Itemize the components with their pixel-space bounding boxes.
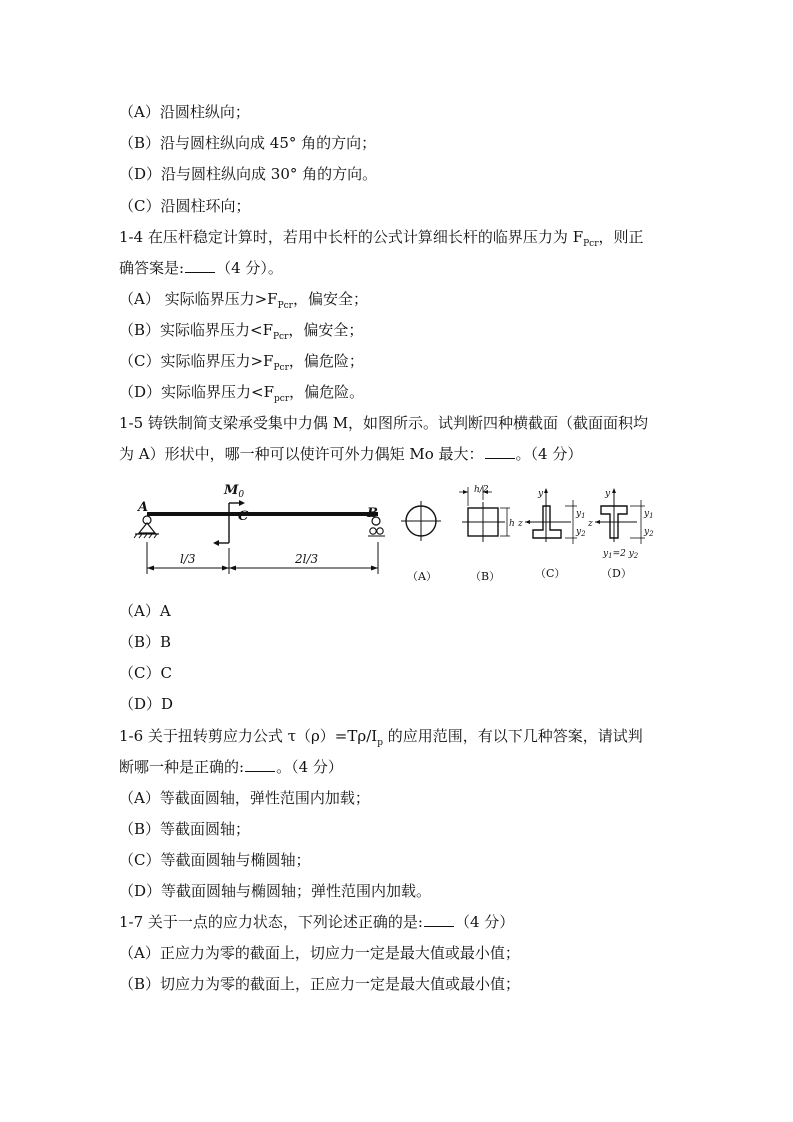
dim-two-l-third: 2l/3 bbox=[295, 552, 319, 566]
q14-stem-line2: 确答案是: （4 分）。 bbox=[119, 259, 283, 277]
c-label-y1: $y_1$ bbox=[576, 509, 586, 520]
caption-a: （A） bbox=[407, 570, 437, 583]
q13-option-a: （A）沿圆柱纵向； bbox=[119, 103, 250, 121]
d-label-y: y bbox=[605, 489, 611, 499]
q15-option-a: （A）A bbox=[119, 602, 171, 620]
section-c-inverted-t bbox=[525, 488, 577, 544]
q15-option-c: （C）C bbox=[119, 664, 172, 682]
q15-stem-line2: 为 A）形状中，哪一种可以使许可外力偶矩 Mo 最大： 。（4 分） bbox=[119, 445, 583, 463]
q14-option-d: （D）实际临界压力$<F_{pcr}$，偏危险。 bbox=[119, 383, 365, 404]
q16-stem-line1: 1-6 关于扭转剪应力公式 $\tau(\rho)=T\rho/I_p$ 的应用范围，有以下几种答案，请试判 bbox=[119, 727, 643, 748]
beam-cross-section-figure bbox=[125, 478, 675, 592]
d-label-y2: $y_2$ bbox=[644, 527, 654, 538]
q13-option-c: （C）沿圆柱环向； bbox=[119, 197, 251, 215]
q17-stem: 1-7 关于一点的应力状态，下列论述正确的是: （4 分） bbox=[119, 913, 515, 931]
q13-option-b: （B）沿与圆柱纵向成 45° 角的方向； bbox=[119, 134, 377, 152]
d-label-z: z bbox=[588, 519, 593, 529]
q15-option-b: （B）B bbox=[119, 633, 172, 651]
c-label-z: z bbox=[518, 519, 523, 529]
q15-option-d: （D）D bbox=[119, 695, 174, 713]
q16-option-d: （D）等截面圆轴与椭圆轴；弹性范围内加载。 bbox=[119, 882, 432, 900]
d-relation: $y_1=2$ $y_2$ bbox=[603, 549, 639, 560]
q16-stem-line2: 断哪一种是正确的: 。（4 分） bbox=[119, 758, 343, 776]
q14-stem-line1: 1-4 在压杆稳定计算时，若用中长杆的公式计算细长杆的临界压力为 $F_{Pcr}$，则正 bbox=[119, 228, 644, 249]
caption-c: （C） bbox=[535, 567, 566, 580]
q14-option-b: （B）实际临界压力$<F_{Pcr}$，偏安全； bbox=[119, 321, 364, 342]
caption-d: （D） bbox=[601, 567, 632, 580]
answer-blank[interactable] bbox=[245, 757, 275, 772]
caption-b: （B） bbox=[470, 570, 501, 583]
label-a: A bbox=[138, 500, 149, 515]
q17-option-a: （A）正应力为零的截面上，切应力一定是最大值或最小值； bbox=[119, 944, 520, 962]
c-label-y: y bbox=[538, 489, 544, 499]
q16-option-b: （B）等截面圆轴； bbox=[119, 820, 251, 838]
q16-option-c: （C）等截面圆轴与椭圆轴； bbox=[119, 851, 311, 869]
d-label-y1: $y_1$ bbox=[644, 509, 654, 520]
section-a-circle bbox=[401, 501, 441, 541]
answer-blank[interactable] bbox=[485, 444, 515, 459]
q15-stem-line1: 1-5 铸铁制简支梁承受集中力偶 M，如图所示。试判断四种横截面（截面面积均 bbox=[119, 414, 649, 432]
label-c: C bbox=[238, 509, 249, 524]
label-h-half: h/2 bbox=[474, 485, 489, 495]
q17-option-b: （B）切应力为零的截面上，正应力一定是最大值或最小值； bbox=[119, 975, 521, 993]
pin-support-a bbox=[134, 516, 159, 538]
c-label-y2: $y_2$ bbox=[576, 527, 586, 538]
label-b: B bbox=[367, 506, 378, 521]
section-b-square bbox=[459, 487, 510, 542]
q14-option-a: （A） 实际临界压力$>F_{Pcr}$，偏安全； bbox=[119, 290, 368, 311]
label-h: h bbox=[509, 519, 515, 529]
label-m0: $M_0$ bbox=[224, 483, 245, 500]
figure-svg bbox=[125, 478, 675, 588]
answer-blank[interactable] bbox=[185, 258, 215, 273]
section-d-t bbox=[595, 488, 645, 544]
q14-option-c: （C）实际临界压力$>F_{Pcr}$，偏危险； bbox=[119, 352, 364, 373]
dim-l-third: l/3 bbox=[180, 552, 196, 566]
q16-option-a: （A）等截面圆轴，弹性范围内加载； bbox=[119, 789, 370, 807]
q13-option-d: （D）沿与圆柱纵向成 30° 角的方向。 bbox=[119, 165, 378, 183]
answer-blank[interactable] bbox=[424, 912, 454, 927]
